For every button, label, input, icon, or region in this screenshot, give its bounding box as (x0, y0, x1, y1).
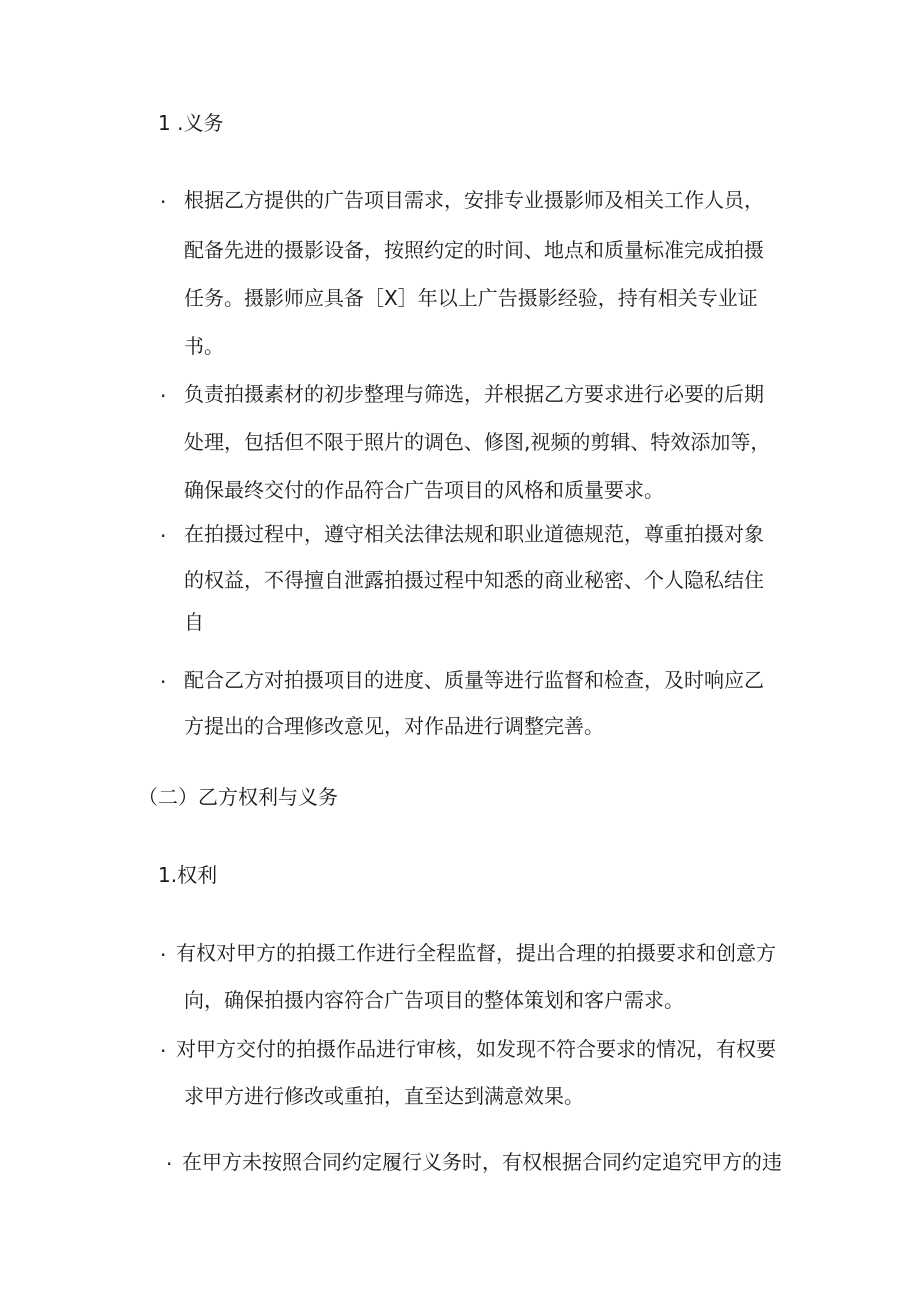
list-item-line: 向，确保拍摄内容符合广告项目的整体策划和客户需求。 (184, 988, 684, 1012)
bullet-icon: · (160, 384, 167, 408)
list-item-line: 在甲方未按照合同约定履行义务时，有权根据合同约定追究甲方的违 (182, 1150, 782, 1174)
bullet-icon: · (166, 1152, 173, 1176)
list-item-line: 处理，包括但不限于照片的调色、修图,视频的剪辑、特效添加等， (184, 430, 771, 454)
list-item-line: 根据乙方提供的广告项目需求，安排专业摄影师及相关工作人员， (184, 188, 764, 212)
bullet-icon: · (160, 524, 167, 548)
list-item-line: 自 (184, 610, 204, 634)
list-item-line: 的权益，不得擅自泄露拍摄过程中知悉的商业秘密、个人隐私结住 (184, 568, 764, 592)
list-item-line: 配合乙方对拍摄项目的进度、质量等进行监督和检查，及时响应乙 (184, 668, 764, 692)
bullet-icon: · (160, 1039, 167, 1063)
list-item-line: 对甲方交付的拍摄作品进行审核，如发现不符合要求的情况，有权要 (176, 1037, 776, 1061)
list-item-line: 书。 (184, 334, 224, 358)
list-item-line: 负责拍摄素材的初步整理与筛选，并根据乙方要求进行必要的后期 (184, 382, 764, 406)
bullet-icon: · (160, 943, 167, 967)
party-b-rights-heading: （二）乙方权利与义务 (138, 785, 338, 809)
list-item-line: 配备先进的摄影设备，按照约定的时间、地点和质量标准完成拍摄 (184, 238, 764, 262)
list-item-line: 任务。摄影师应具备［X］年以上广告摄影经验，持有相关专业证 (184, 286, 758, 310)
bullet-icon: · (160, 670, 167, 694)
list-item-line: 有权对甲方的拍摄工作进行全程监督，提出合理的拍摄要求和创意方 (176, 941, 776, 965)
list-item-line: 方提出的合理修改意见，对作品进行调整完善。 (184, 714, 604, 738)
list-item-line: 在拍摄过程中，遵守相关法律法规和职业道德规范，尊重拍摄对象 (184, 522, 764, 546)
bullet-icon: · (160, 190, 167, 214)
list-item-line: 求甲方进行修改或重拍，直至达到满意效果。 (184, 1084, 584, 1108)
rights-subheading: 1.权利 (158, 863, 218, 887)
list-item-line: 确保最终交付的作品符合广告项目的风格和质量要求。 (184, 478, 664, 502)
obligations-heading: 1 .义务 (158, 111, 224, 135)
